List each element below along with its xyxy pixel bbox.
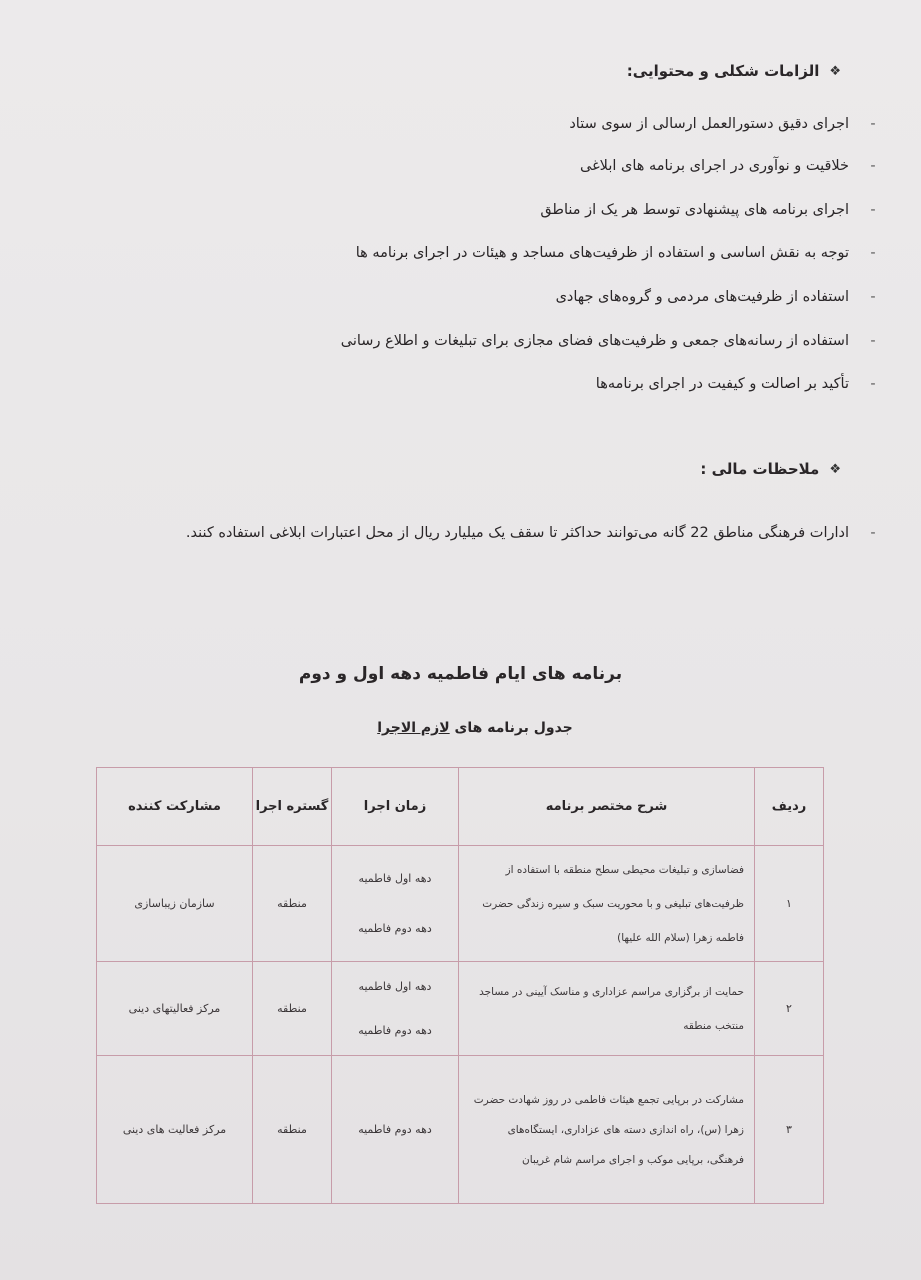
header-participant: مشارکت کننده [97, 768, 253, 846]
cell-time [332, 846, 459, 962]
time-line: دهه اول فاطمیه [358, 871, 432, 885]
time-line: دهه اول فاطمیه [358, 979, 432, 993]
cell-row-number: ۳ [755, 1056, 824, 1204]
diamond-bullet-icon: ❖ [829, 63, 841, 79]
list-item: - استفاده از رسانه‌های جمعی و ظرفیت‌های فضای مجازی برای تبلیغات و اطلاع رسانی [340, 333, 876, 349]
list-item: - اجرای دقیق دستورالعمل ارسالی از سوی ستاد [569, 116, 876, 132]
header-time: زمان اجرا [332, 768, 459, 846]
table-row [97, 1056, 824, 1204]
financial-heading-text: ملاحظات مالی : [700, 460, 820, 478]
time-line: دهه دوم فاطمیه [358, 1122, 432, 1136]
list-item-text: استفاده از رسانه‌های جمعی و ظرفیت‌های فضای مجازی برای تبلیغات و اطلاع رسانی [340, 333, 849, 349]
time-line: دهه دوم فاطمیه [358, 921, 432, 935]
cell-description: مشارکت در برپایی تجمع هیئات فاطمی در روز شهادت حضرت زهرا (س)، راه اندازی دسته های عزاداری، ایستگاه‌های فرهنگی، برپایی موکب و اجرای مراسم شام غریبان [459, 1056, 755, 1204]
list-item-text: تأکید بر اصالت و کیفیت در اجرای برنامه‌ها [595, 376, 849, 392]
cell-participant: مرکز فعالیتهای دینی [97, 962, 253, 1056]
header-row-number: ردیف [755, 768, 824, 846]
program-subtitle [0, 720, 921, 736]
cell-row-number: ۱ [755, 846, 824, 962]
financial-heading [700, 460, 841, 478]
program-title: برنامه های ایام فاطمیه دهه اول و دوم [298, 664, 623, 684]
header-scope: گستره اجرا [253, 768, 332, 846]
time-line: دهه دوم فاطمیه [358, 1023, 432, 1037]
list-item: - استفاده از ظرفیت‌های مردمی و گروه‌های جهادی [555, 289, 876, 305]
list-item-text: توجه به نقش اساسی و استفاده از ظرفیت‌های مساجد و هیئات در اجرای برنامه ها [355, 245, 849, 261]
header-description: شرح مختصر برنامه [459, 768, 755, 846]
subtitle-underlined: لازم الاجرا [377, 720, 450, 736]
diamond-bullet-icon: ❖ [829, 461, 841, 477]
program-table [96, 767, 824, 1204]
cell-participant: سازمان زیباسازی [97, 846, 253, 962]
table-row [97, 962, 824, 1056]
requirements-heading [627, 62, 841, 80]
cell-row-number: ۲ [755, 962, 824, 1056]
cell-scope: منطقه [253, 1056, 332, 1204]
requirements-heading-text: الزامات شکلی و محتوایی: [626, 62, 820, 80]
financial-item-text: ادارات فرهنگی مناطق 22 گانه می‌توانند حداکثر تا سقف یک میلیارد ریال از محل اعتبارات ابلاغی استفاده کنند. [185, 525, 849, 541]
cell-scope: منطقه [253, 962, 332, 1056]
subtitle-prefix: جدول برنامه های [449, 720, 573, 736]
list-item-text: استفاده از ظرفیت‌های مردمی و گروه‌های جهادی [555, 289, 849, 305]
cell-scope: منطقه [253, 846, 332, 962]
cell-description: فضاسازی و تبلیغات محیطی سطح منطقه با استفاده از ظرفیت‌های تبلیغی و با محوریت سبک و سیره زندگی حضرت فاطمه زهرا (سلام الله علیها) [459, 846, 755, 962]
cell-description: حمایت از برگزاری مراسم عزاداری و مناسک آیینی در مساجد منتخب منطقه [459, 962, 755, 1056]
list-item-text: خلاقیت و نوآوری در اجرای برنامه های ابلاغی [580, 158, 849, 174]
cell-time [332, 1056, 459, 1204]
list-item: - تأکید بر اصالت و کیفیت در اجرای برنامه‌ها [595, 376, 876, 392]
list-item-text: اجرای دقیق دستورالعمل ارسالی از سوی ستاد [569, 116, 849, 132]
cell-participant: مرکز فعالیت های دینی [97, 1056, 253, 1204]
list-item: - توجه به نقش اساسی و استفاده از ظرفیت‌های مساجد و هیئات در اجرای برنامه ها [355, 245, 876, 261]
financial-item: - ادارات فرهنگی مناطق 22 گانه می‌توانند حداکثر تا سقف یک میلیارد ریال از محل اعتبارات ابلاغی استفاده کنند. [89, 510, 879, 556]
list-item: - اجرای برنامه های پیشنهادی توسط هر یک از مناطق [540, 202, 876, 218]
table-row [97, 846, 824, 962]
table-header-row [97, 768, 824, 846]
cell-time [332, 962, 459, 1056]
list-item-text: اجرای برنامه های پیشنهادی توسط هر یک از مناطق [540, 202, 849, 218]
list-item: - خلاقیت و نوآوری در اجرای برنامه های ابلاغی [580, 158, 876, 174]
